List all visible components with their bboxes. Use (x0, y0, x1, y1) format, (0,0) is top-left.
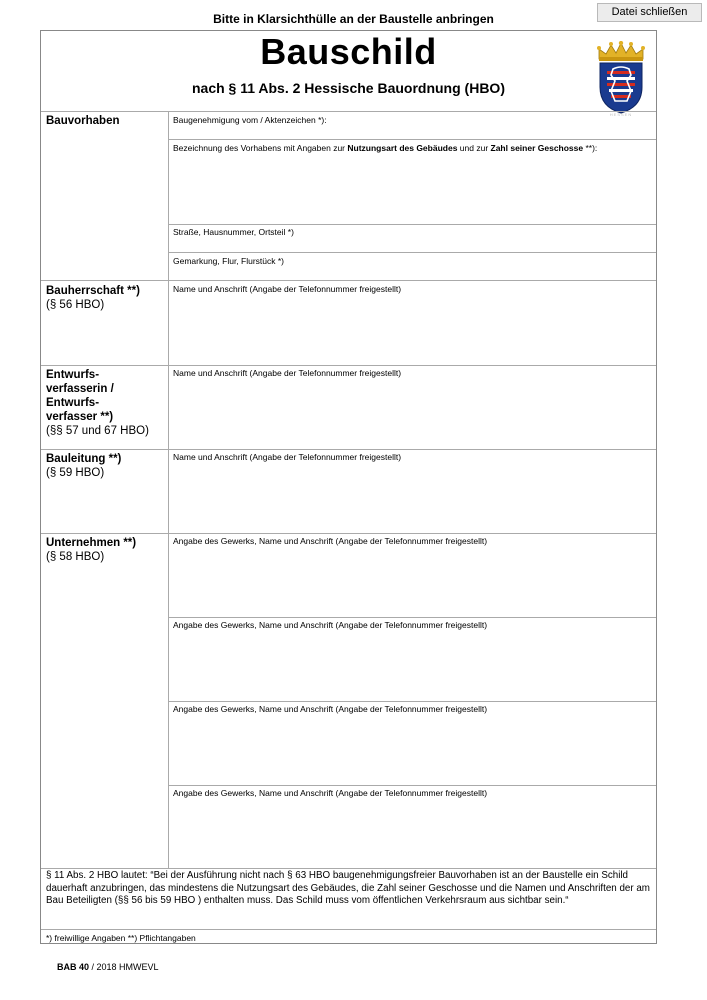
hessen-crest-icon (593, 41, 649, 115)
field-label-bauherrschaft: Name und Anschrift (Angabe der Telefonnummer freigestellt) (173, 284, 402, 294)
divider (168, 224, 656, 225)
field-label-gewerk-3: Angabe des Gewerks, Name und Anschrift (Angabe der Telefonnummer freigestellt) (173, 704, 488, 714)
divider (41, 533, 656, 534)
field-label-entwurfsverfasser: Name und Anschrift (Angabe der Telefonnummer freigestellt) (173, 368, 402, 378)
divider (168, 252, 656, 253)
column-divider (168, 111, 169, 868)
close-file-button[interactable]: Datei schließen (597, 3, 702, 22)
field-label-baugenehmigung: Baugenehmigung vom / Aktenzeichen *): (173, 115, 327, 125)
divider (168, 785, 656, 786)
form-subtitle: nach § 11 Abs. 2 Hessische Bauordnung (HBO) (191, 80, 505, 96)
divider (168, 617, 656, 618)
field-label-gewerk-1: Angabe des Gewerks, Name und Anschrift (Angabe der Telefonnummer freigestellt) (173, 536, 488, 546)
form-title: Bauschild (260, 31, 437, 72)
divider (168, 139, 656, 140)
top-instruction: Bitte in Klarsichthülle an der Baustelle anbringen (213, 12, 494, 26)
field-label-gemarkung: Gemarkung, Flur, Flurstück *) (173, 256, 285, 266)
divider (41, 365, 656, 366)
section-bauleitung-heading: Bauleitung **) (§ 59 HBO) (46, 453, 122, 479)
section-bauvorhaben-heading: Bauvorhaben (46, 115, 120, 127)
footnotes: *) freiwillige Angaben **) Pflichtangaben (46, 933, 196, 943)
crest-caption: HESSEN (609, 112, 633, 117)
divider (41, 280, 656, 281)
bauschild-form (40, 30, 657, 944)
field-label-bezeichnung: Bezeichnung des Vorhabens mit Angaben zur Nutzungsart des Gebäudes und zur Zahl seiner Geschosse **): (173, 143, 598, 153)
field-label-gewerk-2: Angabe des Gewerks, Name und Anschrift (Angabe der Telefonnummer freigestellt) (173, 620, 488, 630)
divider (41, 449, 656, 450)
field-label-gewerk-4: Angabe des Gewerks, Name und Anschrift (Angabe der Telefonnummer freigestellt) (173, 788, 488, 798)
divider (168, 701, 656, 702)
field-label-bauleitung: Name und Anschrift (Angabe der Telefonnummer freigestellt) (173, 452, 402, 462)
section-entwurfsverfasser-heading: Entwurfs- verfasserin / Entwurfs- verfasser **) (§§ 57 und 67 HBO) (46, 369, 149, 437)
section-bauherrschaft-heading: Bauherrschaft **) (§ 56 HBO) (46, 285, 140, 311)
divider (41, 868, 656, 869)
field-label-strasse: Straße, Hausnummer, Ortsteil *) (173, 227, 294, 237)
form-code-footer: BAB 40 / 2018 HMWEVL (57, 962, 159, 972)
section-unternehmen-heading: Unternehmen **) (§ 58 HBO) (46, 537, 137, 563)
legal-text: § 11 Abs. 2 HBO lautet: “Bei der Ausführung nicht nach § 63 HBO baugenehmigungsfreier Bauvorhaben ist an der Baustelle ein Schild dauerhaft anzubringen, das mindestens die Nutzungsart des Gebäudes, die Zahl seiner Geschosse und die Namen und Anschriften der am Bau Beteiligten (§§ 56 bis 59 HBO ) enthalten muss. Das Schild muss vom öffentlichen Verkehrsraum aus sichtbar sein.“ (46, 870, 650, 906)
divider (41, 929, 656, 930)
divider (41, 111, 656, 112)
